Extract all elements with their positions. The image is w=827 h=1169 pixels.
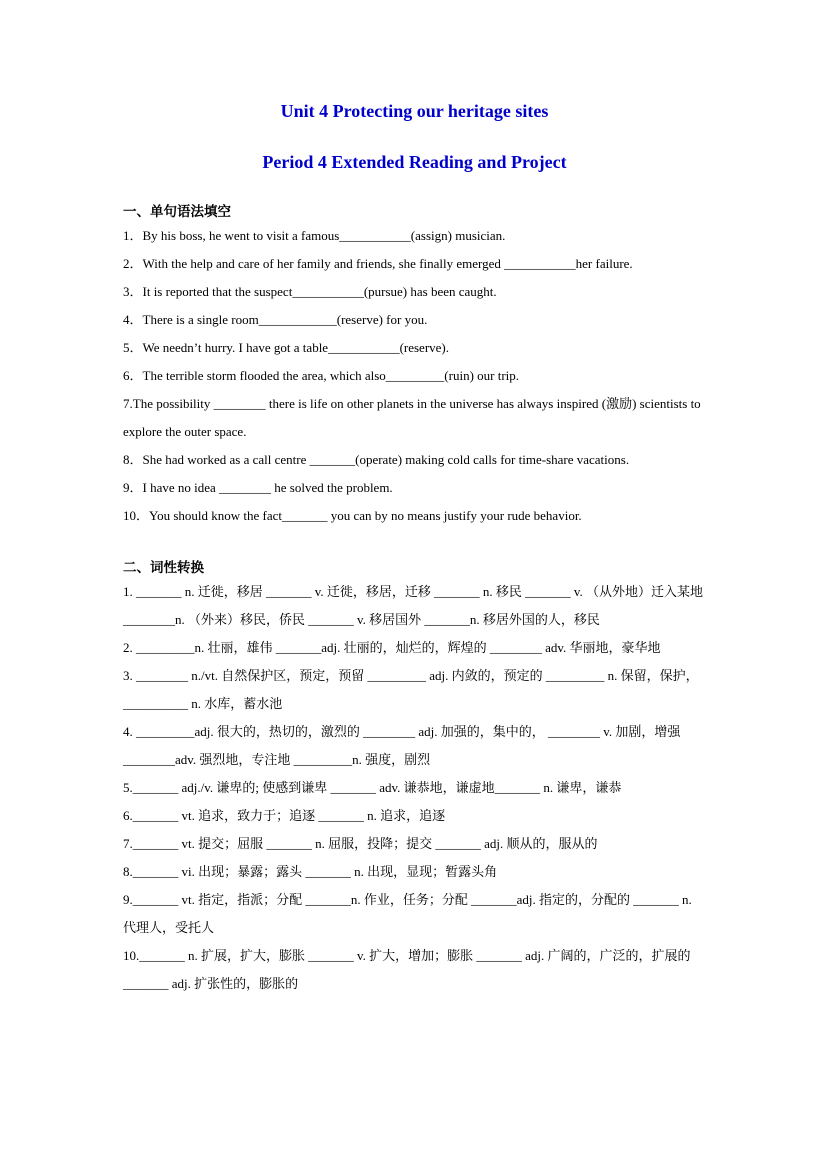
- word-form-item: 3. ________ n./vt. 自然保护区，预定，预留 _________ adj. 内敛的，预定的 _________ n. 保留，保护， __________ n. 水库，蓄水池: [123, 668, 699, 711]
- word-form-item: 4. _________adj. 很大的，热切的，激烈的 ________ adj. 加强的，集中的， ________ v. 加剧，增强 ________adv. 强烈地，专注地 _________n. 强度，剧烈: [123, 724, 681, 767]
- word-form-item: 10._______ n. 扩展，扩大，膨胀 _______ v. 扩大，增加；膨胀 _______ adj. 广阔的，广泛的，扩展的 _______ adj. 扩张性的，膨胀的: [123, 948, 691, 991]
- fill-blank-item: 8．She had worked as a call centre _______(operate) making cold calls for time-share vacations.: [123, 452, 630, 467]
- fill-blank-item: 3．It is reported that the suspect___________(pursue) has been caught.: [123, 284, 497, 299]
- word-form-item: 7._______ vt. 提交；屈服 _______ n. 屈服，投降；提交 _______ adj. 顺从的，服从的: [123, 836, 598, 851]
- fill-blank-item: 1．By his boss, he went to visit a famous___________(assign) musician.: [123, 228, 506, 243]
- fill-blank-item: 7.The possibility ________ there is life on other planets in the universe has always inspired (激励) scientists to explore the outer space.: [123, 396, 701, 439]
- fill-blank-item: 10．You should know the fact_______ you can by no means justify your rude behavior.: [123, 508, 582, 523]
- word-form-item: 1. _______ n. 迁徙，移居 _______ v. 迁徙，移居，迁移 _______ n. 移民 _______ v. （从外地）迁入某地 ________n. （外来）移民，侨民 _______ v. 移居国外 _______n. 移居外国的人，移民: [123, 584, 704, 627]
- fill-blank-item: 5．We needn’t hurry. I have got a table___________(reserve).: [123, 340, 450, 355]
- word-form-item: 6._______ vt. 追求，致力于；追逐 _______ n. 追求，追逐: [123, 808, 446, 823]
- section2-items: [123, 578, 706, 998]
- section-grammar-fill: [123, 202, 706, 530]
- section2-heading: 二、词性转换: [123, 560, 204, 575]
- doc-subtitle: Period 4 Extended Reading and Project: [262, 152, 567, 172]
- fill-blank-item: 9．I have no idea ________ he solved the problem.: [123, 480, 393, 495]
- section-word-form: [123, 558, 706, 998]
- word-form-item: 8._______ vi. 出现；暴露；露头 _______ n. 出现，显现；暂露头角: [123, 864, 498, 879]
- fill-blank-item: 4．There is a single room____________(reserve) for you.: [123, 312, 428, 327]
- doc-title: Unit 4 Protecting our heritage sites: [280, 101, 549, 121]
- word-form-item: 9._______ vt. 指定，指派；分配 _______n. 作业，任务；分配 _______adj. 指定的，分配的 _______ n. 代理人，受托人: [123, 892, 692, 935]
- fill-blank-item: 6．The terrible storm flooded the area, which also_________(ruin) our trip.: [123, 368, 520, 383]
- fill-blank-item: 2．With the help and care of her family and friends, she finally emerged ___________her failure.: [123, 256, 633, 271]
- section1-heading: 一、单句语法填空: [123, 204, 231, 219]
- section1-items: [123, 222, 706, 530]
- word-form-item: 2. _________n. 壮丽，雄伟 _______adj. 壮丽的，灿烂的，辉煌的 ________ adv. 华丽地，豪华地: [123, 640, 661, 655]
- word-form-item: 5._______ adj./v. 谦卑的; 使感到谦卑 _______ adv. 谦恭地，谦虚地_______ n. 谦卑，谦恭: [123, 780, 622, 795]
